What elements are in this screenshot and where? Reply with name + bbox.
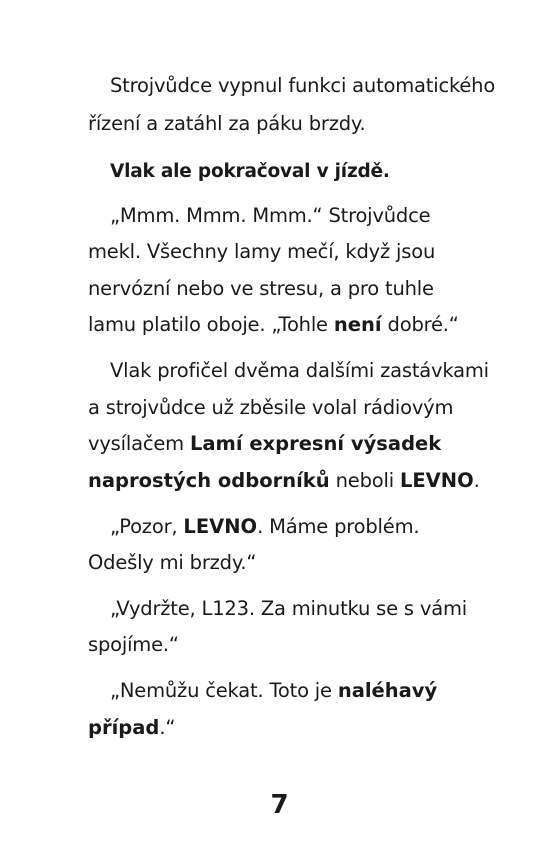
paragraph-3-line-3: nervózní nebo ve stresu, a pro tuhle — [88, 277, 434, 300]
text-segment: .“ — [159, 716, 176, 739]
text-segment: vysílačem — [88, 432, 190, 455]
paragraph-5-line-1 — [110, 515, 419, 539]
paragraph-2-bold-line: Vlak ale pokračoval v jízdě. — [110, 161, 390, 182]
text-segment: . Máme problém. — [257, 515, 420, 538]
paragraph-3-line-4 — [88, 313, 459, 337]
paragraph-4-line-2: a strojvůdce už zběsile volal rádiovým — [88, 396, 454, 419]
emphasis-word: případ — [88, 716, 160, 739]
text-segment: dobré.“ — [381, 313, 459, 336]
paragraph-7-line-2 — [88, 716, 175, 740]
paragraph-4-line-1: Vlak profičel dvěma dalšími zastávkami — [110, 359, 489, 382]
emphasis-acronym: LEVNO — [183, 515, 258, 538]
text-segment: „Pozor, — [110, 515, 184, 538]
paragraph-4-line-3 — [88, 432, 441, 456]
emphasis-word: není — [333, 313, 382, 336]
paragraph-1-line-2: řízení a zatáhl za páku brzdy. — [88, 112, 366, 135]
paragraph-5-line-2: Odešly mi brzdy.“ — [88, 551, 257, 574]
paragraph-3-line-2: mekl. Všechny lamy mečí, když jsou — [88, 240, 436, 263]
emphasis-phrase: Lamí expresní výsadek — [189, 432, 442, 455]
emphasis-acronym: LEVNO — [399, 469, 474, 492]
paragraph-3-line-1: „Mmm. Mmm. Mmm.“ Strojvůdce — [110, 204, 431, 227]
emphasis-phrase: naprostých odborníků — [88, 469, 330, 492]
text-segment: . — [473, 469, 480, 492]
text-segment: lamu platilo oboje. „Tohle — [88, 313, 334, 336]
paragraph-6-line-1: „Vydržte, L123. Za minutku se s vámi — [110, 597, 467, 620]
paragraph-6-line-2: spojíme.“ — [88, 633, 179, 656]
page-number: 7 — [270, 790, 289, 820]
emphasis-word: naléhavý — [337, 679, 438, 702]
paragraph-4-line-4 — [88, 469, 480, 493]
paragraph-1-line-1: Strojvůdce vypnul funkci automatického — [110, 74, 496, 97]
text-segment: „Nemůžu čekat. Toto je — [110, 679, 338, 702]
text-segment: neboli — [329, 469, 400, 492]
paragraph-7-line-1 — [110, 679, 437, 703]
